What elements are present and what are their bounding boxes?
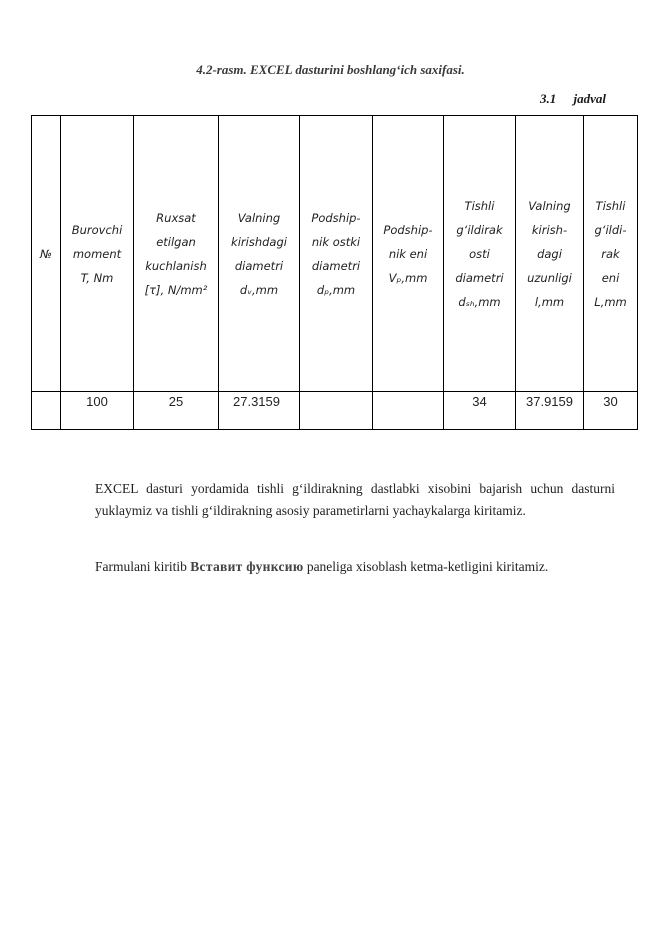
header-bearing-width bbox=[373, 116, 444, 392]
header-line: Valning bbox=[237, 210, 281, 225]
header-line: kirishdagi bbox=[231, 234, 287, 249]
header-gear-width bbox=[584, 116, 638, 392]
header-line: kirish- bbox=[531, 222, 568, 237]
header-line: diametri bbox=[234, 258, 284, 273]
header-line: Burovchi bbox=[71, 222, 123, 237]
header-line: Vₚ,mm bbox=[388, 270, 428, 285]
table-cell: 27.3159 bbox=[219, 392, 300, 430]
table-cell bbox=[373, 392, 444, 430]
header-line: dagi bbox=[537, 246, 562, 261]
header-shaft-input-length bbox=[516, 116, 584, 392]
body-paragraph-2 bbox=[95, 556, 615, 578]
header-line: osti bbox=[469, 246, 490, 261]
table-cell bbox=[300, 392, 373, 430]
body-paragraph-1: EXCEL dasturi yordamida tishli g‘ildirakning dastlabki xisobini bajarish uchun dasturni yuklaymiz va tishli g‘ildirakning asosiy parametirlarni yachaykalarga kiritamiz. bbox=[95, 481, 615, 518]
header-line: kuchlanish bbox=[145, 258, 207, 273]
parameters-table bbox=[31, 115, 638, 430]
table-cell: 100 bbox=[61, 392, 134, 430]
table-header-row bbox=[32, 116, 638, 392]
header-line: [τ], N/mm² bbox=[144, 282, 208, 297]
header-allowable-stress bbox=[134, 116, 219, 392]
header-line: nik ostki bbox=[311, 234, 361, 249]
header-line: etilgan bbox=[156, 234, 196, 249]
header-line: g‘ildi- bbox=[594, 222, 627, 237]
header-line: Podship- bbox=[383, 222, 433, 237]
header-line: moment bbox=[72, 246, 122, 261]
header-line: l,mm bbox=[534, 294, 565, 309]
header-line: dₛₕ,mm bbox=[458, 294, 501, 309]
table-cell bbox=[32, 392, 61, 430]
header-shaft-input-diameter bbox=[219, 116, 300, 392]
header-line: rak bbox=[601, 246, 620, 261]
header-line: T, Nm bbox=[80, 270, 114, 285]
header-gear-seat-diameter bbox=[444, 116, 516, 392]
header-line: № bbox=[40, 246, 52, 261]
table-cell: 37.9159 bbox=[516, 392, 584, 430]
header-line: dᵥ,mm bbox=[239, 282, 279, 297]
header-line: dₚ,mm bbox=[316, 282, 356, 297]
table-cell: 25 bbox=[134, 392, 219, 430]
header-line: g‘ildirak bbox=[456, 222, 503, 237]
header-line: Tishli bbox=[464, 198, 495, 213]
paragraph-2-before: Farmulani kiritib bbox=[95, 559, 191, 574]
header-line: nik eni bbox=[388, 246, 428, 261]
header-line: Valning bbox=[528, 198, 571, 213]
table-number: 3.1 jadval bbox=[540, 91, 606, 106]
header-number bbox=[32, 116, 61, 392]
figure-caption: 4.2-rasm. EXCEL dasturini boshlang‘ich saxifasi. bbox=[196, 62, 465, 77]
table-row bbox=[32, 392, 638, 430]
header-line: diametri bbox=[455, 270, 504, 285]
header-line: eni bbox=[601, 270, 620, 285]
header-line: Podship- bbox=[311, 210, 361, 225]
paragraph-2-function-name: Вставит функсию bbox=[190, 559, 304, 574]
header-line: Ruxsat bbox=[156, 210, 196, 225]
table-cell: 34 bbox=[444, 392, 516, 430]
header-line: uzunligi bbox=[527, 270, 572, 285]
header-torque bbox=[61, 116, 134, 392]
table-cell: 30 bbox=[584, 392, 638, 430]
header-line: L,mm bbox=[594, 294, 627, 309]
header-bearing-bore-diameter bbox=[300, 116, 373, 392]
paragraph-2-after: paneliga xisoblash ketma-ketligini kiritamiz. bbox=[303, 559, 549, 574]
header-line: diametri bbox=[311, 258, 361, 273]
header-line: Tishli bbox=[595, 198, 626, 213]
